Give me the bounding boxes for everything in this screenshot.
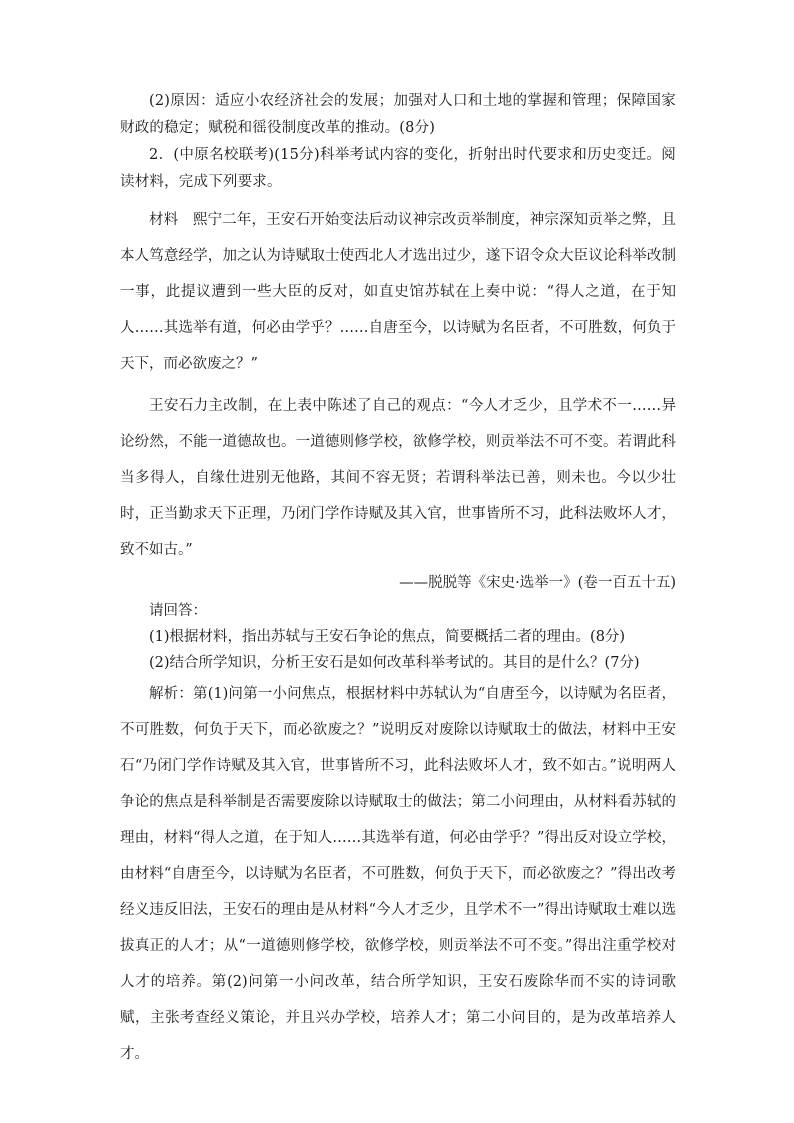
question-score: (15分)	[274, 147, 320, 163]
question-stem	[120, 142, 676, 196]
previous-answer: (2)原因：适应小农经济社会的发展；加强对人口和土地的掌握和管理；保障国家财政的稳定；赋税和徭役制度改革的推动。(8分)	[120, 93, 676, 136]
material-label: 材料	[149, 212, 179, 228]
sub-question-1: (1)根据材料，指出苏轼与王安石争论的焦点，简要概括二者的理由。(8分)	[149, 629, 626, 645]
material-text-1: 熙宁二年，王安石开始变法后动议神宗改贡举制度，神宗深知贡举之弊，且本人笃意经学，加之认为诗赋取士使西北人才选出过少，遂下诏令众大臣议论科举改制一事，此提议遭到一些大臣的反对，如直史馆苏轼在上奏中说：“得人之道，在于知人……其选举有道，何必由学乎？……自唐至今，以诗赋为名臣者，不可胜数，何负于天下，而必欲废之？”	[120, 212, 677, 372]
question-source-tag: (中原名校联考)	[173, 147, 275, 163]
document-page	[120, 88, 676, 1072]
analysis-paragraph	[120, 676, 676, 1072]
question-text: 科举考试内容的变化，折射出时代要求和历史变迁。阅读材料，完成下列要求。	[120, 147, 676, 190]
material-source: ——脱脱等《宋史·选举一》(卷一百五十五)	[399, 575, 676, 591]
sub-question-2: (2)结合所学知识，分析王安石是如何改革科举考试的。其目的是什么？(7分)	[149, 655, 640, 671]
analysis-text: 第(1)问第一小问焦点，根据材料中苏轼认为“自唐至今，以诗赋为名臣者，不可胜数，何负于天下，而必欲废之？”说明反对废除以诗赋取士的做法，材料中王安石“乃闭门学作诗赋及其入官，世事皆所不习，此科法败坏人才，致不如古。”说明两人争论的焦点是科举制是否需要废除以诗赋取士的做法；第二小问理由，从材料看苏轼的理由，材料“得人之道，在于知人……其选举有道，何必由学乎？”得出反对设立学校，由材料“自唐至今，以诗赋为名臣者，不可胜数，何负于天下，而必欲废之？”得出改考经义违反旧法，王安石的理由是从材料“今人才乏少，且学术不一”得出诗赋取士难以选拔真正的人才；从“一道德则修学校，欲修学校，则贡举法不可不变。”得出注重学校对人才的培养。第(2)问第一小问改革，结合所学知识，王安石废除华而不实的诗词歌赋，主张考查经义策论，并且兴办学校，培养人才；第二小问目的，是为改革培养人才。	[120, 686, 677, 1062]
material-paragraph-1	[120, 202, 676, 382]
analysis-label: 解析：	[149, 686, 194, 702]
question-number: 2．	[149, 147, 174, 163]
material-paragraph-2: 王安石力主改制，在上表中陈述了自己的观点：“今人才乏少，且学术不一……异论纷然，不能一道德故也。一道德则修学校，欲修学校，则贡举法不可不变。若谓此科当多得人，自缘仕进别无他路，其间不容无贤；若谓科举法已善，则未也。今以少壮时，正当勤求天下正理，乃闭门学作诗赋及其入官，世事皆所不习，此科法败坏人才，致不如古。”	[120, 398, 676, 558]
answer-prompt: 请回答：	[149, 603, 207, 619]
